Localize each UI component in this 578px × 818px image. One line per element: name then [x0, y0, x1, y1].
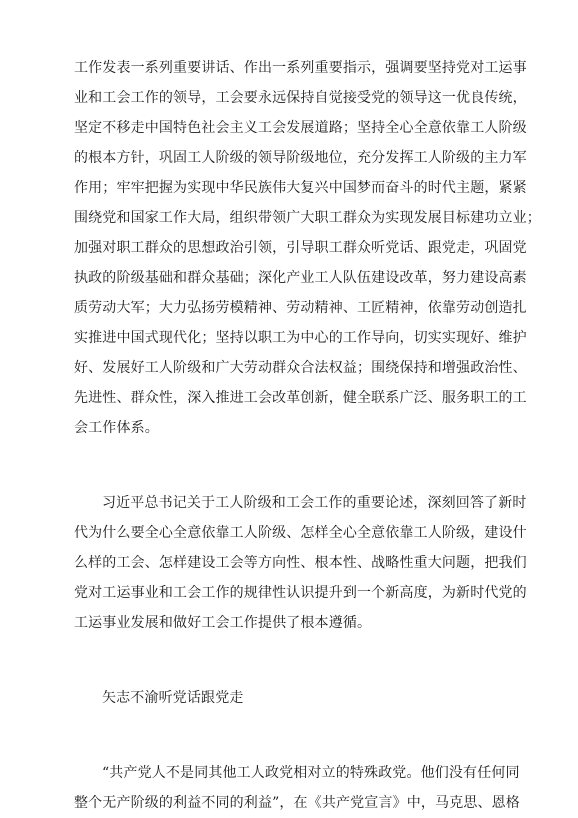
- paragraph-1-line-12: 先进性、群众性，深入推进工会改革创新，健全联系广泛、服务职工的工: [74, 390, 527, 406]
- paragraph-1-line-10: 实推进中国式现代化；坚持以职工为中心的工作导向，切实实现好、维护: [74, 330, 527, 346]
- paragraph-2-line-1: 习近平总书记关于工人阶级和工会工作的重要论述，深刻回答了新时: [102, 495, 527, 511]
- paragraph-1-line-4: 的根本方针，巩固工人阶级的领导阶级地位，充分发挥工人阶级的主力军: [74, 150, 527, 166]
- paragraph-2-line-5: 工运事业发展和做好工会工作提供了根本遵循。: [74, 615, 372, 631]
- paragraph-2-line-3: 么样的工会、怎样建设工会等方向性、根本性、战略性重大问题，把我们: [74, 555, 527, 571]
- paragraph-1-line-6: 围绕党和国家工作大局，组织带领广大职工群众为实现发展目标建功立业；: [74, 210, 541, 226]
- paragraph-1-line-2: 业和工会工作的领导，工会要永远保持自觉接受党的领导这一优良传统，: [74, 90, 527, 106]
- paragraph-1-line-11: 好、发展好工人阶级和广大劳动群众合法权益；围绕保持和增强政治性、: [74, 360, 527, 376]
- paragraph-1-line-13: 会工作体系。: [74, 420, 159, 436]
- paragraph-1-line-3: 坚定不移走中国特色社会主义工会发展道路；坚持全心全意依靠工人阶级: [74, 120, 527, 136]
- paragraph-3-line-1: “共产党人不是同其他工人政党相对立的特殊政党。他们没有任何同: [102, 765, 520, 781]
- paragraph-3-line-2: 整个无产阶级的利益不同的利益”，在《共产党宣言》中，马克思、恩格: [74, 795, 520, 811]
- paragraph-1-line-5: 作用；牢牢把握为实现中华民族伟大复兴中国梦而奋斗的时代主题，紧紧: [74, 180, 527, 196]
- paragraph-1-line-8: 执政的阶级基础和群众基础；深化产业工人队伍建设改革，努力建设高素: [74, 270, 527, 286]
- paragraph-2-line-2: 代为什么要全心全意依靠工人阶级、怎样全心全意依靠工人阶级，建设什: [74, 525, 527, 541]
- paragraph-2-line-4: 党对工运事业和工会工作的规律性认识提升到一个新高度，为新时代党的: [74, 585, 527, 601]
- paragraph-1-line-9: 质劳动大军；大力弘扬劳模精神、劳动精神、工匠精神，依靠劳动创造扎: [74, 300, 527, 316]
- paragraph-1-line-7: 加强对职工群众的思想政治引领，引导职工群众听党话、跟党走，巩固党: [74, 240, 527, 256]
- paragraph-1-line-1: 工作发表一系列重要讲话、作出一系列重要指示，强调要坚持党对工运事: [74, 60, 527, 76]
- section-heading: 矢志不渝听党话跟党走: [102, 690, 244, 706]
